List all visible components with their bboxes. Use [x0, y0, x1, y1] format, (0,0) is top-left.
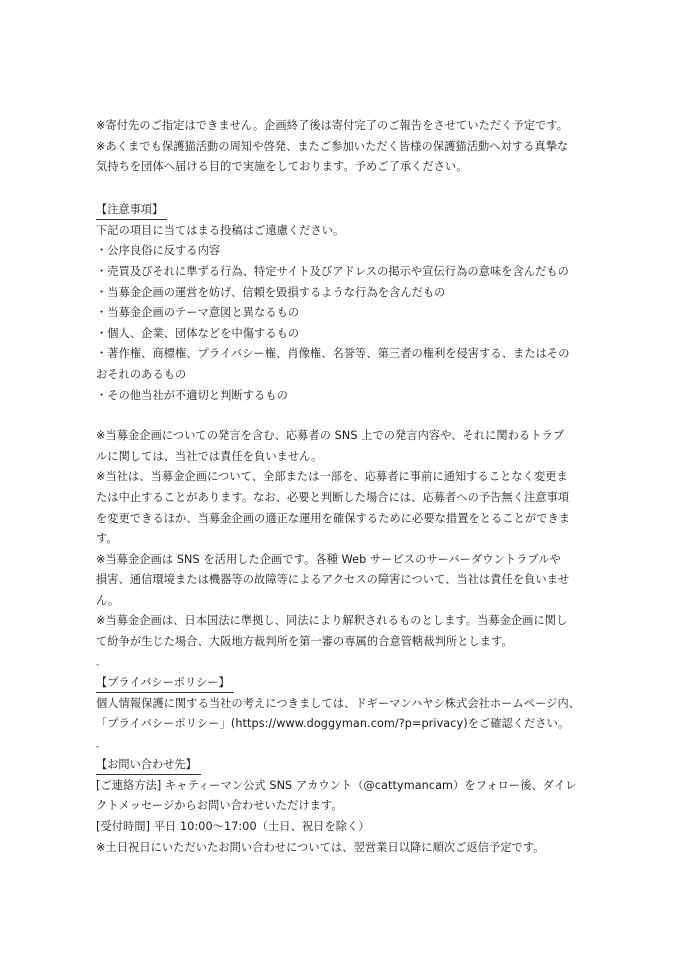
caution-line: 下記の項目に当てはまる投稿はご遠慮ください。 [96, 223, 345, 237]
caution-line: ・当募金企画の運営を妨げ、信頼を毀損するような行為を含んだもの [96, 285, 446, 299]
note-line: て紛争が生じた場合、大阪地方裁判所を第一審の専属的合意管轄裁判所とします。 [96, 635, 513, 649]
intro-line: ※寄付先のご指定はできません。企画終了後は寄付完了のご報告をさせていただく予定です。 [96, 119, 569, 132]
note-line: ルに関しては、当社では責任を負いません。 [96, 449, 323, 463]
privacy-heading: 【プライバシーポリシー】 [96, 674, 234, 693]
contact-section [96, 743, 588, 858]
note-line: ※当社は、当募金企画について、全部または一部を、応募者に事前に通知することなく変更ま [96, 470, 568, 484]
contact-heading: 【お問い合わせ先】 [96, 756, 201, 775]
caution-line: ・その他当社が不適切と判断するもの [96, 388, 288, 402]
privacy-link-line: 「プライバシーポリシー」(https://www.doggyman.com/?p=privacy)をご確認ください。 [96, 717, 570, 731]
privacy-line: 個人情報保護に関する当社の考えにつきましては、ドギーマンハヤシ株式会社ホームページ内、 [96, 696, 581, 710]
notes-section [96, 426, 588, 653]
contact-line: [受付時間] 平日 10:00〜17:00（土日、祝日を除く） [96, 820, 370, 834]
section-dash: - [96, 741, 100, 752]
note-line: 損害、通信環境または機器等の故障等によるアクセスの障害について、当社は責任を負いませ [96, 573, 570, 587]
contact-line: ※土日祝日にいただいたお問い合わせについては、翌営業日以降に順次ご返信予定です。 [96, 840, 545, 854]
section-dash: - [96, 659, 100, 670]
contact-line: [ご連絡方法] キャティーマン公式 SNS アカウント（@cattymancam）をフォロー後、ダイレ [96, 778, 577, 792]
caution-line: ・当募金企画のテーマ意図と異なるもの [96, 306, 300, 320]
note-line: す。 [96, 532, 118, 546]
privacy-section [96, 661, 588, 735]
caution-line: ・著作権、商標権、プライバシー権、肖像権、名誉等、第三者の権利を侵害する、またはその [96, 347, 570, 361]
contact-line: クトメッセージからお問い合わせいただけます。 [96, 799, 343, 813]
note-line: たは中止することがあります。なお、必要と判断した場合には、応募者への予告無く注意事項 [96, 490, 570, 504]
note-line: を変更できるほか、当募金企画の適正な運用を確保するために必要な措置をとることができま [96, 511, 571, 525]
intro-line: ※あくまでも保護猫活動の周知や啓発、またご参加いただく皆様の保護猫活動へ対する真摯な [96, 139, 569, 153]
caution-line: ・公序良俗に反する内容 [96, 244, 221, 258]
note-line: ※当募金企画についての発言を含む、応募者の SNS 上での発言内容や、それに関わるトラブ [96, 429, 565, 443]
document-page [96, 116, 588, 858]
caution-line: おそれのあるもの [96, 367, 187, 381]
caution-line: ・売買及びそれに準ずる行為、特定サイト及びアドレスの掲示や宣伝行為の意味を含んだもの [96, 264, 569, 278]
intro-section [96, 116, 588, 178]
caution-section [96, 198, 588, 406]
note-line: ん。 [96, 593, 120, 607]
note-line: ※当募金企画は SNS を活用した企画です。各種 Web サービスのサーバーダウントラブルや [96, 552, 561, 566]
note-line: ※当募金企画は、日本国法に準拠し、同法により解釈されるものとします。当募金企画に関し [96, 614, 568, 628]
caution-heading: 【注意事項】 [96, 201, 167, 220]
intro-line: 気持ちを団体へ届ける目的で実施をしております。予めご了承ください。 [96, 160, 468, 174]
caution-line: ・個人、企業、団体などを中傷するもの [96, 326, 300, 340]
